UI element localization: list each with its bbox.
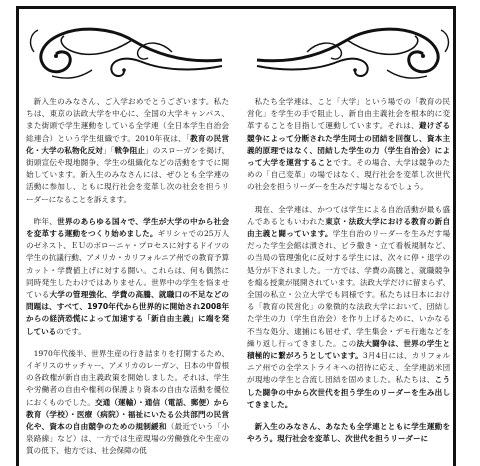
left-paragraph-3: 1970年代後半、世界生産の行き詰まりを打開するため、イギリスのサッチャー、アメリカのレーガン、日本の中曽根の各政権が新自由主義政策を開始しました。それは、学生や労働者の自由や権利の保護より資本の自由な活動を優位におくものでした。交通（運輸）・通信（電話、郵便）から教育（学校）・医療（病院）・福祉にいたる公共部門の民営化や、資本の自由競争のための規制緩和（最近でいう「小泉路線」など）は、一方では生産現場の労働強化や生産の質の低下、他方では、社会保障の低 bbox=[26, 348, 229, 456]
left-column bbox=[26, 96, 229, 460]
right-paragraph-3: 新入生のみなさん、あなたも全学連とともに学生運動をやろう。現行社会を変革し、次世代を担うリーダーに bbox=[247, 422, 450, 444]
right-paragraph-2: 現在、全学連は、かつては学生による自治活動が最も盛んであるともいわれた東京・法政大学における教育の新自由主義と闘っています。学生自治のリーダーを生みだす場だった学生会館は潰され、ビラ撒き・立て看板規制など、の当局の管理強化に反対する学生には、次々に停・退学の処分が下されました。一方では、学費の高騰と、就職競争を煽る授業が展開されています。法政大学だけに留まらず、全国の私立・公立大学でも同様です。私たちは日本における「教育の民営化」の象徴的な法政大学において、団結した学生の力（学生自治会）を作り上げるために、いかなる不当な処分、逮捕にも屈せず、学生集会・デモ行進などを繰り返し行ってきました。この法大闘争は、世界の学生と積極的に繋がろうとしています。3月4日には、カリフォルニア州での全学ストライキへの招待に応え、全学連訪米団が現地の学生と合流し団結を固めました。私たちは、こうした闘争の中から次世代を担う学生のリーダーを生み出してきました。 bbox=[247, 204, 450, 409]
right-column bbox=[247, 96, 450, 460]
left-paragraph-1: 新入生のみなさん、ご入学おめでとうございます。私たちは、東京の法政大学を中心に、全国の大学キャンパス、また街頭で学生運動をしている全学連（全日本学生自治会総連合）という学生組織です。2010年夜は、「教育の民営化・大学の私物化反対」「戦争阻止」のスローガンを掲げ、街頭宣伝や現地闘争、学生の組織化などの活動をすでに開始しています。新入生のみなさんには、ぜひとも全学連の活動に参加し、ともに現行社会を変革し次の社会を担うリーダーになることを訴えます。 bbox=[26, 97, 230, 204]
decorative-flourish-right bbox=[252, 22, 457, 82]
left-paragraph-2: 昨年、世界のあらゆる国々で、学生が大学の中から社会を変革する運動をつくり始めました。ギリシャでの25万人のゼネスト、ＥＵのボローニャ・プロセスに対するドイツの学生の抗議行動、アメリカ・カリフォルニア州での教育予算カット・学費値上げに対する闘い。これらは、何も偶然に同時発生したわけではありません。世界中の学生を悩ませている大学の管理強化、学費の高騰、就職口の不足などの問題は、すべて、1970年代から世界的に開始され2008年からの経済恐慌によって加速する「新自由主義」に端を発しているのです。 bbox=[26, 216, 230, 336]
decorative-flourish-left bbox=[22, 22, 227, 82]
article-columns bbox=[26, 96, 450, 460]
right-paragraph-1: 私たち全学連は、こと「大学」という場での「教育の民営化」を学生の手で阻止し、新自由主義社会を根本的に変革することを目指して運動しています。それは、避けざる競争によって分断された学生同士の団結を回復し、資本主義的原理ではなく、団結した学生の力（学生自治会）によって大学を運営することです。その場合、大学は競争のための「自己変革」の場ではなく、現行社会を変革し次世代の社会を担うリーダーを生みだす場となるでしょう。 bbox=[247, 97, 450, 192]
